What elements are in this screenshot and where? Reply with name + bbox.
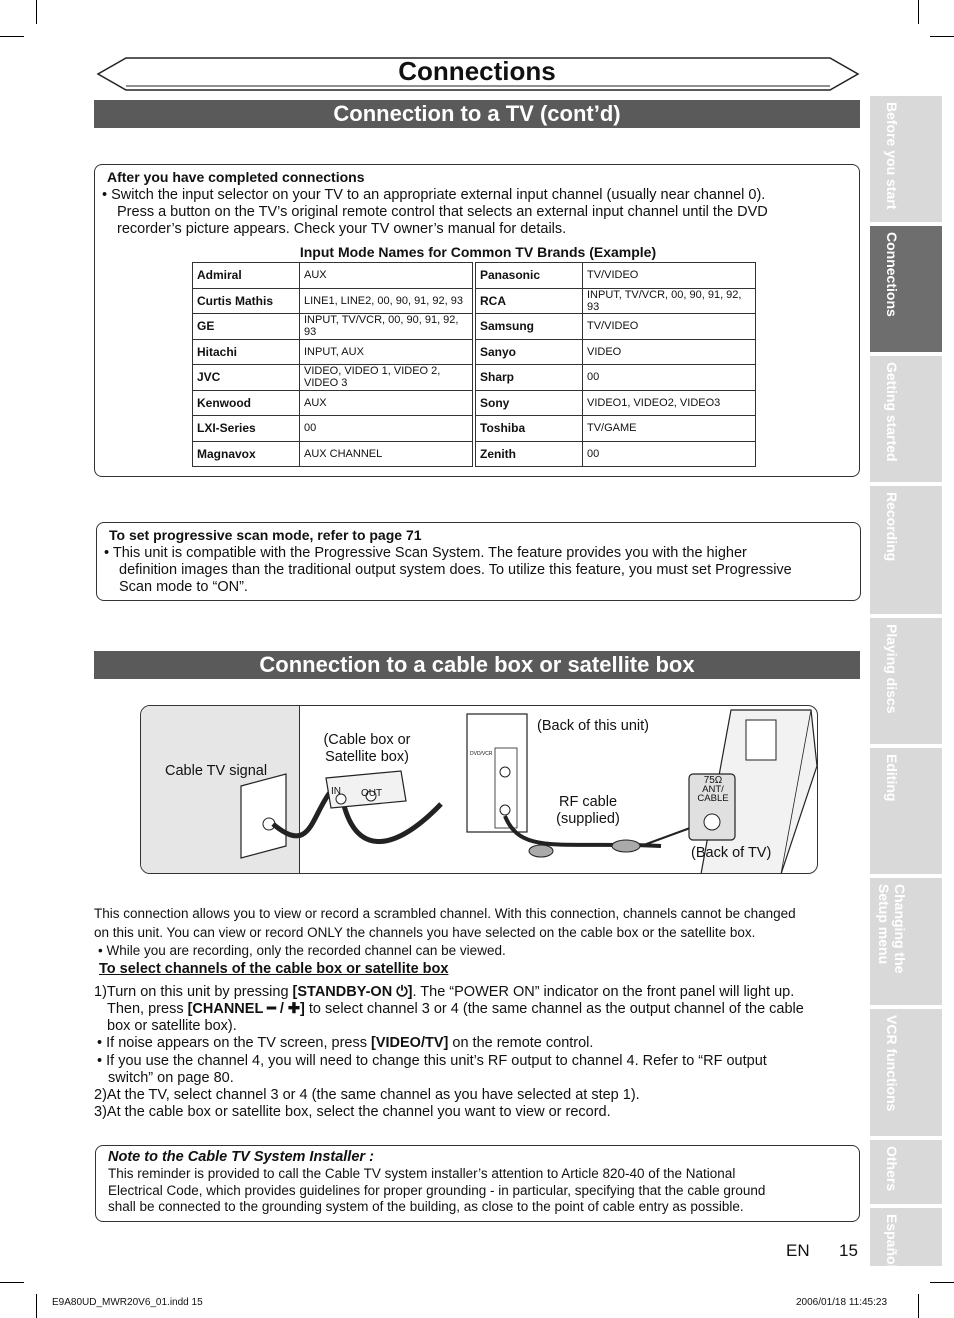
brand-name: GE [193,314,300,340]
input-mode: LINE1, LINE2, 00, 90, 91, 92, 93 [300,288,473,314]
input-mode: VIDEO [583,339,756,365]
tv-ant-jack [704,814,720,830]
unit-in-jack [500,767,510,777]
brands-table-row [193,365,756,391]
brand-name: Curtis Mathis [193,288,300,314]
side-tab-6[interactable] [870,876,942,1005]
brands-table-row [193,314,756,340]
page-title: Connections [398,56,556,86]
side-tab-label: Changing the Setup menu [876,884,908,974]
side-tab-9[interactable] [870,1206,942,1269]
brands-table-title: Input Mode Names for Common TV Brands (Example) [299,244,657,260]
step-1-channel4-bullet-cont: switch” on page 80. [108,1070,234,1086]
brand-name: Panasonic [476,263,583,289]
select-channels-subhead: To select channels of the cable box or satellite box [99,961,449,977]
side-tab-label: Connections [884,232,900,317]
input-mode: TV/VIDEO [583,314,756,340]
language-label: EN [786,1241,810,1260]
brand-name: Hitachi [193,339,300,365]
input-mode: 00 [583,365,756,391]
brand-name: Admiral [193,263,300,289]
cable-box-label-1: (Cable box or [323,732,411,748]
brand-name: Sony [476,390,583,416]
back-of-unit-label: (Back of this unit) [537,718,650,734]
brands-table-row [193,390,756,416]
side-tab-0[interactable] [870,94,942,222]
back-of-tv-label: (Back of TV) [691,845,772,861]
brand-name: LXI-Series [193,416,300,442]
side-tab-label: Getting started [884,362,900,462]
installer-note-line2: Electrical Code, which provides guidelines for proper grounding - in particular, specifying that the cable ground [108,1183,766,1198]
after-bullet-line3: recorder’s picture appears. Check your TV owner’s manual for details. [117,221,567,237]
input-mode: INPUT, TV/VCR, 00, 90, 91, 92, 93 [583,288,756,314]
brands-table-row [193,263,756,289]
unit-tag: DVD/VCR [470,751,493,757]
progressive-scan-box [96,522,861,601]
section-title-tv: Connection to a TV (cont’d) [94,100,860,128]
side-tab-label: Playing discs [884,624,900,714]
body-para-line1: This connection allows you to view or record a scrambled channel. With this connection, channels cannot be changed [94,906,796,921]
input-mode: TV/GAME [583,416,756,442]
input-mode: 00 [583,441,756,467]
connection-diagram [140,705,818,874]
side-tab-label: VCR functions [884,1015,900,1112]
after-connections-title: After you have completed connections [107,169,365,185]
step-1-line3: box or satellite box). [107,1018,237,1034]
step-1-line1: 1)Turn on this unit by pressing [STANDBY-ON ⏻]. The “POWER ON” indicator on the front panel will light up. [94,984,795,1000]
progressive-title: To set progressive scan mode, refer to page 71 [109,527,422,543]
installer-note-line3: shall be connected to the grounding system of the building, as close to the point of cable entry as possible. [108,1199,744,1214]
input-mode: AUX [300,263,473,289]
input-mode: VIDEO1, VIDEO2, VIDEO3 [583,390,756,416]
brand-name: Sanyo [476,339,583,365]
tv-ant-label: ANT/ [702,784,724,795]
brands-table-row [193,441,756,467]
side-tab-2[interactable] [870,354,942,482]
step-3: 3)At the cable box or satellite box, select the channel you want to view or record. [94,1104,611,1120]
input-mode: INPUT, TV/VCR, 00, 90, 91, 92, 93 [300,314,473,340]
progressive-line1: • This unit is compatible with the Progressive Scan System. The feature provides you with the higher [104,545,747,561]
progressive-line3: Scan mode to “ON”. [119,579,248,595]
brand-name: Samsung [476,314,583,340]
brands-table-row [193,288,756,314]
input-mode: VIDEO, VIDEO 1, VIDEO 2, VIDEO 3 [300,365,473,391]
rf-plug-left [529,845,553,857]
side-tab-label: Before you start [884,102,900,210]
brand-name: JVC [193,365,300,391]
rf-plug-right [612,840,640,852]
side-tab-label: Others [884,1146,900,1192]
rf-cable-label-1: RF cable [558,794,618,810]
after-bullet-line1: • Switch the input selector on your TV to an appropriate external input channel (usually near channel 0). [102,187,766,203]
cable-signal-label: Cable TV signal [165,763,268,779]
page-number: 15 [839,1241,858,1260]
wall-plate [241,774,286,858]
side-tab-1[interactable] [870,224,942,352]
side-tab-3[interactable] [870,484,942,614]
cable-box-label-2: Satellite box) [325,749,409,765]
cable-box-out-label: OUT [361,788,383,799]
step-1-line2: Then, press [CHANNEL ━ / ✚] to select channel 3 or 4 (the same channel as the output channel of the cable [107,1001,804,1017]
installer-note-line1: This reminder is provided to call the Cable TV system installer’s attention to Article 820-40 of the National [108,1166,736,1181]
brand-name: Toshiba [476,416,583,442]
installer-note-box [95,1145,860,1222]
brands-table [192,262,756,467]
body-para-line2: on this unit. You can view or record ONLY the channels you have selected on the cable box or the satellite box. [94,925,756,940]
brand-name: Magnavox [193,441,300,467]
footer-file: E9A80UD_MWR20V6_01.indd 15 [52,1297,203,1308]
after-bullet-line2: Press a button on the TV’s original remote control that selects an external input channel until the DVD [117,204,768,220]
section-title-cable: Connection to a cable box or satellite box [94,651,860,679]
input-mode: INPUT, AUX [300,339,473,365]
side-tab-8[interactable] [870,1138,942,1204]
body-recording-bullet: • While you are recording, only the recorded channel can be viewed. [98,943,506,958]
brand-name: Zenith [476,441,583,467]
side-tab-label: Editing [884,754,900,802]
installer-note-title: Note to the Cable TV System Installer : [108,1149,374,1165]
step-2: 2)At the TV, select channel 3 or 4 (the same channel as you have selected at step 1). [94,1087,640,1103]
input-mode: AUX [300,390,473,416]
brands-table-row [193,339,756,365]
tv-ohm-label: 75Ω [703,775,723,786]
step-1-channel4-bullet: • If you use the channel 4, you will need to change this unit’s RF output to channel 4. Refer to “RF output [97,1053,767,1069]
input-mode: AUX CHANNEL [300,441,473,467]
footer-date: 2006/01/18 11:45:23 [796,1297,888,1308]
brands-table-row [193,416,756,442]
brand-name: RCA [476,288,583,314]
brand-name: Kenwood [193,390,300,416]
side-tab-4[interactable] [870,616,942,744]
tv-cable-label: CABLE [697,793,729,804]
side-tab-label: Español [884,1214,900,1269]
step-1-noise-bullet: • If noise appears on the TV screen, press [VIDEO/TV] on the remote control. [97,1035,594,1051]
cable-box-in-label: IN [331,786,341,797]
unit-out-jack [500,805,510,815]
rf-cable-label-2: (supplied) [556,811,620,827]
progressive-line2: definition images than the traditional output system does. To utilize this feature, you must set Progressive [119,562,792,578]
side-tab-7[interactable] [870,1007,942,1136]
side-tab-5[interactable] [870,746,942,874]
brand-name: Sharp [476,365,583,391]
input-mode: 00 [300,416,473,442]
tv-panel [746,720,776,760]
input-mode: TV/VIDEO [583,263,756,289]
side-tab-label: Recording [884,492,900,562]
